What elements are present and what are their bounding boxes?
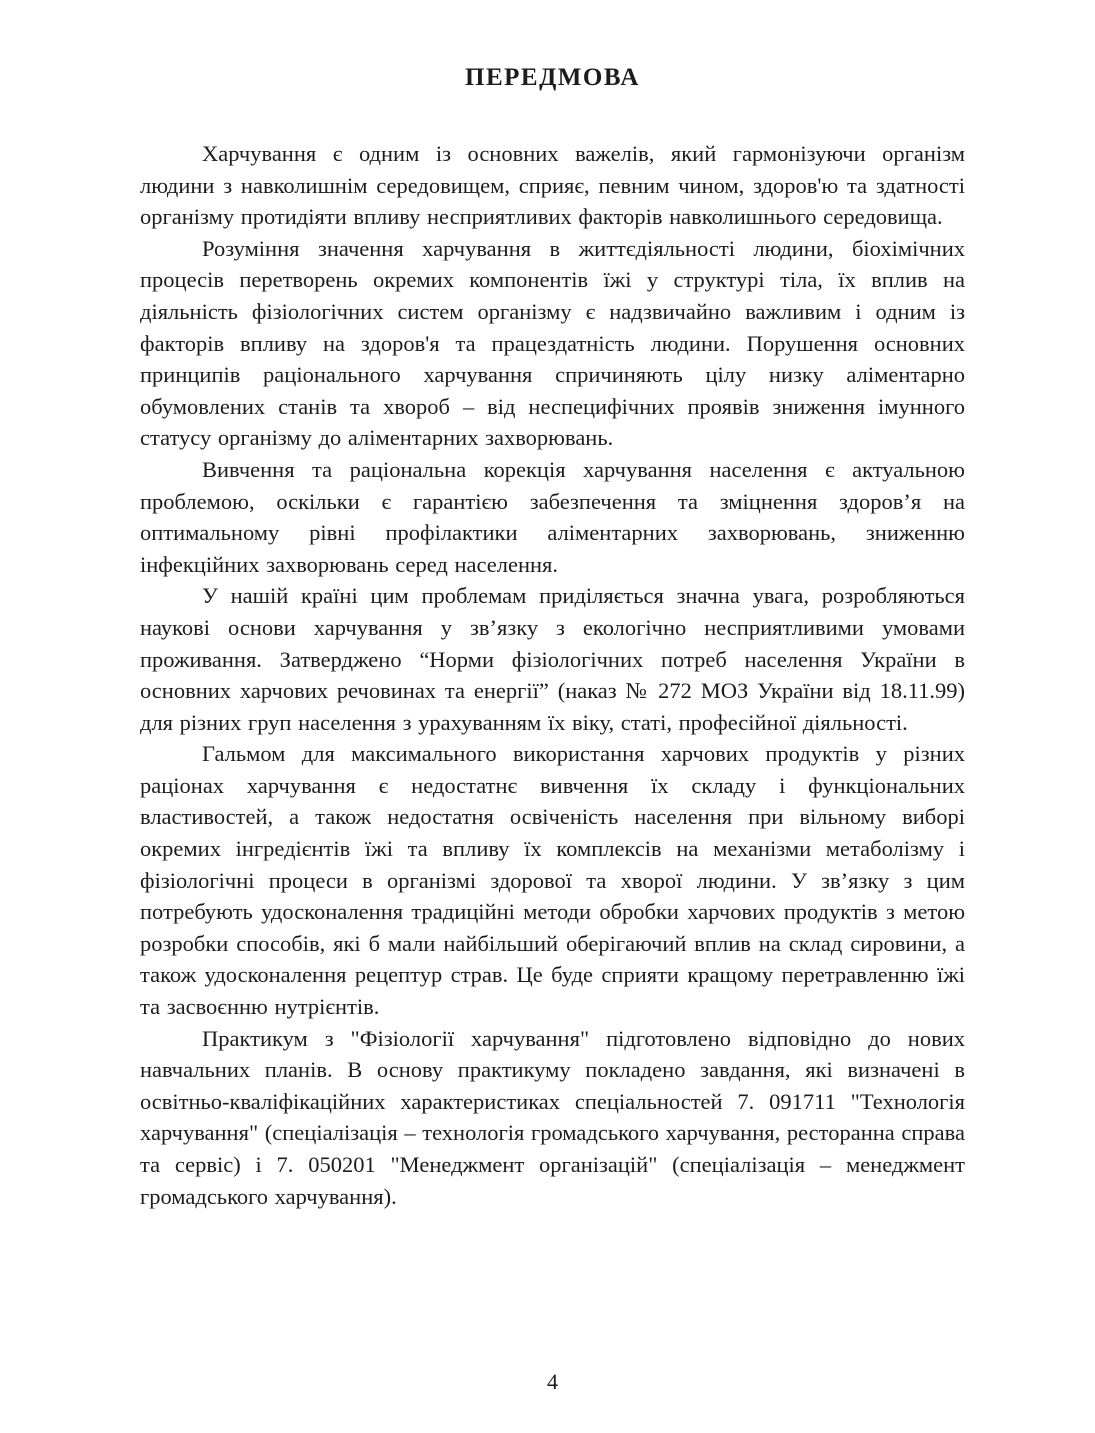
- paragraph-2: Розуміння значення харчування в життєдіяльності людини, біохімічних процесів перетворень окремих компонентів їжі у структурі тіла, їх вплив на діяльність фізіологічних систем організму є надзвичайно важливим і одним із факторів впливу на здоров'я та працездатність людини. Порушення основних принципів раціонального харчування спричиняють цілу низку аліментарно обумовлених станів та хвороб – від неспецифічних проявів зниження імунного статусу організму до аліментарних захворювань.: [140, 235, 965, 451]
- paragraph-5: Гальмом для максимального використання харчових продуктів у різних раціонах харчування є недостатнє вивчення їх складу і функціональних властивостей, а також недостатня освіченість населення при вільному виборі окремих інгредієнтів їжі та впливу їх комплексів на механізми метаболізму і фізіологічні процеси в організмі здорової та хворої людини. У зв’язку з цим потребують удосконалення традиційні методи обробки харчових продуктів з метою розробки способів, які б мали найбільший оберігаючий вплив на склад сировини, а також удосконалення рецептур страв. Це буде сприяти кращому перетравленню їжі та засвоєнню нутрієнтів.: [140, 741, 965, 1020]
- paragraph-6: Практикум з "Фізіології харчування" підготовлено відповідно до нових навчальних планів. В основу практикуму покладено завдання, які визначені в освітньо-кваліфікаційних характеристиках спеціальностей 7. 091711 "Технологія харчування" (спеціалізація – технологія громадського харчування, ресторанна справа та сервіс) і 7. 050201 "Менеджмент організацій" (спеціалізація – менеджмент громадського харчування).: [140, 1025, 965, 1209]
- paragraph-1: Харчування є одним із основних важелів, який гармонізуючи організм людини з навколишнім середовищем, сприяє, певним чином, здоров'ю та здатності організму протидіяти впливу несприятливих факторів навколишнього середовища.: [140, 141, 965, 230]
- paragraph-4: У нашій країні цим проблемам приділяється значна увага, розробляються наукові основи харчування у зв’язку з екологічно несприятливими умовами проживання. Затверджено “Норми фізіологічних потреб населення України в основних харчових речовинах та енергії” (наказ № 272 МОЗ України від 18.11.99) для різних груп населення з урахуванням їх віку, статі, професійної діяльності.: [140, 583, 965, 735]
- document-body: [140, 138, 965, 1212]
- paragraph-3: Вивчення та раціональна корекція харчування населення є актуальною проблемою, оскільки є гарантією забезпечення та зміцнення здоров’я на оптимальному рівні профілактики аліментарних захворювань, зниженню інфекційних захворювань серед населення.: [140, 456, 965, 577]
- page-title: ПЕРЕДМОВА: [465, 64, 640, 91]
- page-number: 4: [547, 1369, 558, 1394]
